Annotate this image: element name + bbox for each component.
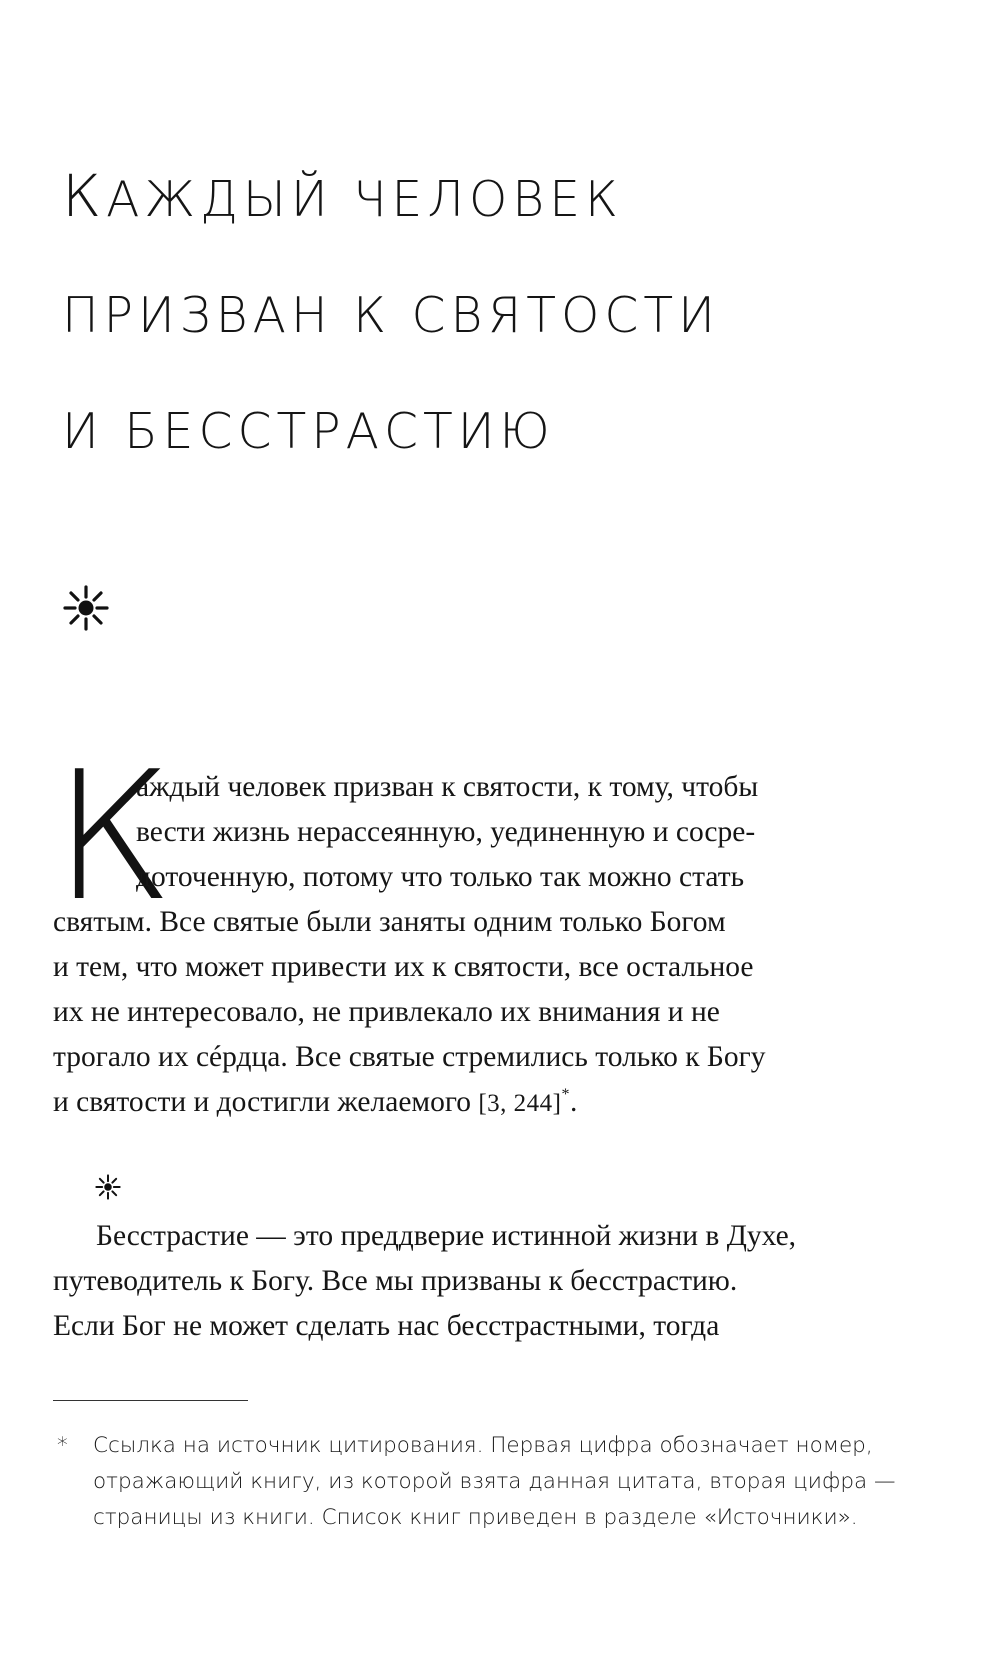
footnote-line: отражающий книгу, из которой взята данная цитата, вторая цифра — <box>93 1469 896 1494</box>
footnote <box>57 1428 907 1536</box>
paragraph-2-line: Бесстрастие — это преддверие истинной жизни в Духе, <box>96 1220 797 1252</box>
footnote-divider <box>53 1400 248 1401</box>
drop-cap: К <box>53 733 173 940</box>
sun-ornament-small-icon <box>94 1173 122 1201</box>
title-line-1-rest: АЖДЫЙ ЧЕЛОВЕК <box>106 172 623 228</box>
paragraph-2-line: Если Бог не может сделать нас бесстрастными, тогда <box>53 1310 720 1342</box>
paragraph-1-last-line <box>53 1080 885 1126</box>
paragraph-1-line: святым. Все святые были заняты одним только Богом <box>53 906 726 938</box>
footnote-text <box>93 1428 907 1536</box>
title-initial: К <box>62 162 107 230</box>
footnote-line: страницы из книги. Список книг приведен в разделе «Источники». <box>93 1505 858 1530</box>
footnote-mark: * <box>57 1433 68 1458</box>
sentence-end: . <box>569 1086 578 1118</box>
citation-text: [3, 244] <box>478 1090 562 1117</box>
paragraph-2 <box>53 1214 893 1349</box>
sun-ornament-icon <box>62 584 110 632</box>
paragraph-1-line: доточенную, потому что только так можно стать <box>136 861 745 893</box>
paragraph-1 <box>53 765 885 1126</box>
paragraph-1-line: и тем, что может привести их к святости, все остальное <box>53 951 754 983</box>
title-line-3: И БЕССТРАСТИЮ <box>62 404 555 460</box>
title-line-2: ПРИЗВАН К СВЯТОСТИ <box>62 288 720 344</box>
chapter-title <box>62 138 720 490</box>
paragraph-1-line: вести жизнь нерассеянную, уединенную и сосре- <box>136 816 756 848</box>
footnote-marker: * <box>561 1086 570 1103</box>
paragraph-2-line: путеводитель к Богу. Все мы призваны к бесстрастию. <box>53 1265 738 1297</box>
title-line-1 <box>62 138 720 258</box>
paragraph-1-line-text: и святости и достигли желаемого <box>53 1086 479 1118</box>
paragraph-1-line: их не интересовало, не привлекало их внимания и не <box>53 996 720 1028</box>
footnote-line: Ссылка на источник цитирования. Первая цифра обозначает номер, <box>93 1433 873 1458</box>
paragraph-1-line: трогало их сéрдца. Все святые стремились только к Богу <box>53 1041 766 1073</box>
citation-reference <box>478 1086 570 1117</box>
paragraph-1-line: аждый человек призван к святости, к тому, чтобы <box>136 771 759 803</box>
